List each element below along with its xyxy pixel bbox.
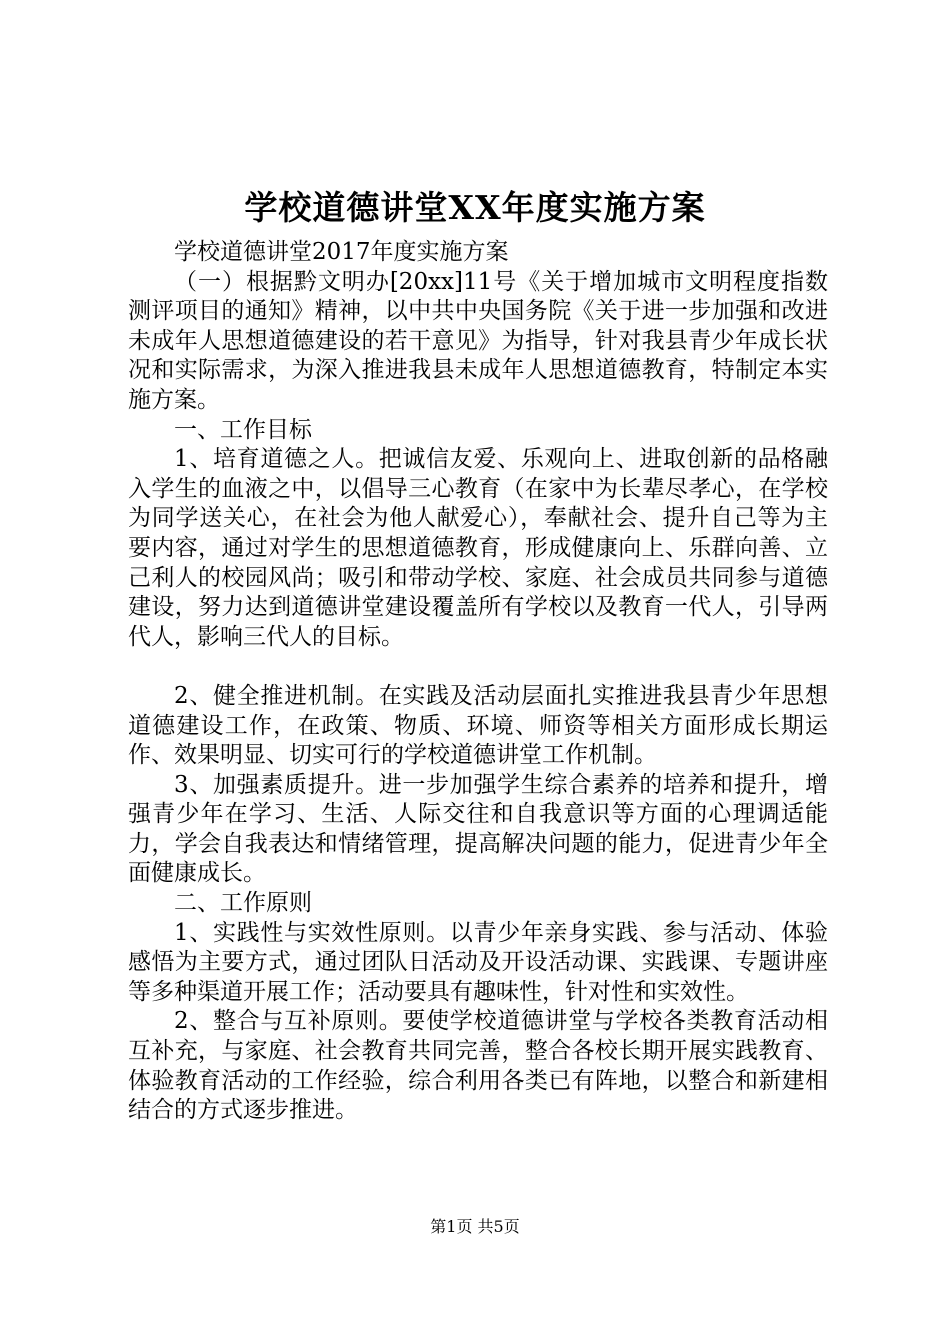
intro-paragraph: （一）根据黔文明办[20xx]11号《关于增加城市文明程度指数测评项目的通知》精神，以中共中央国务院《关于进一步加强和改进未成年人思想道德建设的若干意见》为指导，针对我县青少年成长状况和实际需求，为深入推进我县未成年人思想道德教育，特制定本实施方案。	[128, 268, 828, 413]
document-title: 学校道德讲堂XX年度实施方案	[244, 188, 706, 227]
page-number-footer: 第1页 共5页	[430, 1217, 520, 1236]
principle-1-paragraph: 1、实践性与实效性原则。以青少年亲身实践、参与活动、体验感悟为主要方式，通过团队日活动及开设活动课、实践课、专题讲座等多种渠道开展工作；活动要具有趣味性，针对性和实效性。	[128, 919, 828, 1005]
principle-2-paragraph: 2、整合与互补原则。要使学校道德讲堂与学校各类教育活动相互补充，与家庭、社会教育共同完善，整合各校长期开展实践教育、体验教育活动的工作经验，综合利用各类已有阵地，以整合和新建相结合的方式逐步推进。	[128, 1008, 828, 1124]
goal-3-paragraph: 3、加强素质提升。进一步加强学生综合素养的培养和提升，增强青少年在学习、生活、人际交往和自我意识等方面的心理调适能力，学会自我表达和情绪管理，提高解决问题的能力，促进青少年全面健康成长。	[128, 771, 828, 887]
section-heading-principles: 二、工作原则	[174, 890, 312, 917]
goal-1-paragraph: 1、培育道德之人。把诚信友爱、乐观向上、进取创新的品格融入学生的血液之中，以倡导三心教育（在家中为长辈尽孝心，在学校为同学送关心，在社会为他人献爱心），奉献社会、提升自己等为主要内容，通过对学生的思想道德教育，形成健康向上、乐群向善、立己利人的校园风尚；吸引和带动学校、家庭、社会成员共同参与道德建设，努力达到道德讲堂建设覆盖所有学校以及教育一代人，引导两代人，影响三代人的目标。	[128, 446, 828, 650]
document-body	[128, 238, 828, 1126]
subtitle-paragraph: 学校道德讲堂2017年度实施方案	[174, 239, 509, 265]
goal-2-paragraph: 2、健全推进机制。在实践及活动层面扎实推进我县青少年思想道德建设工作，在政策、物质、环境、师资等相关方面形成长期运作、效果明显、切实可行的学校道德讲堂工作机制。	[128, 682, 828, 769]
section-heading-goals: 一、工作目标	[174, 416, 312, 443]
